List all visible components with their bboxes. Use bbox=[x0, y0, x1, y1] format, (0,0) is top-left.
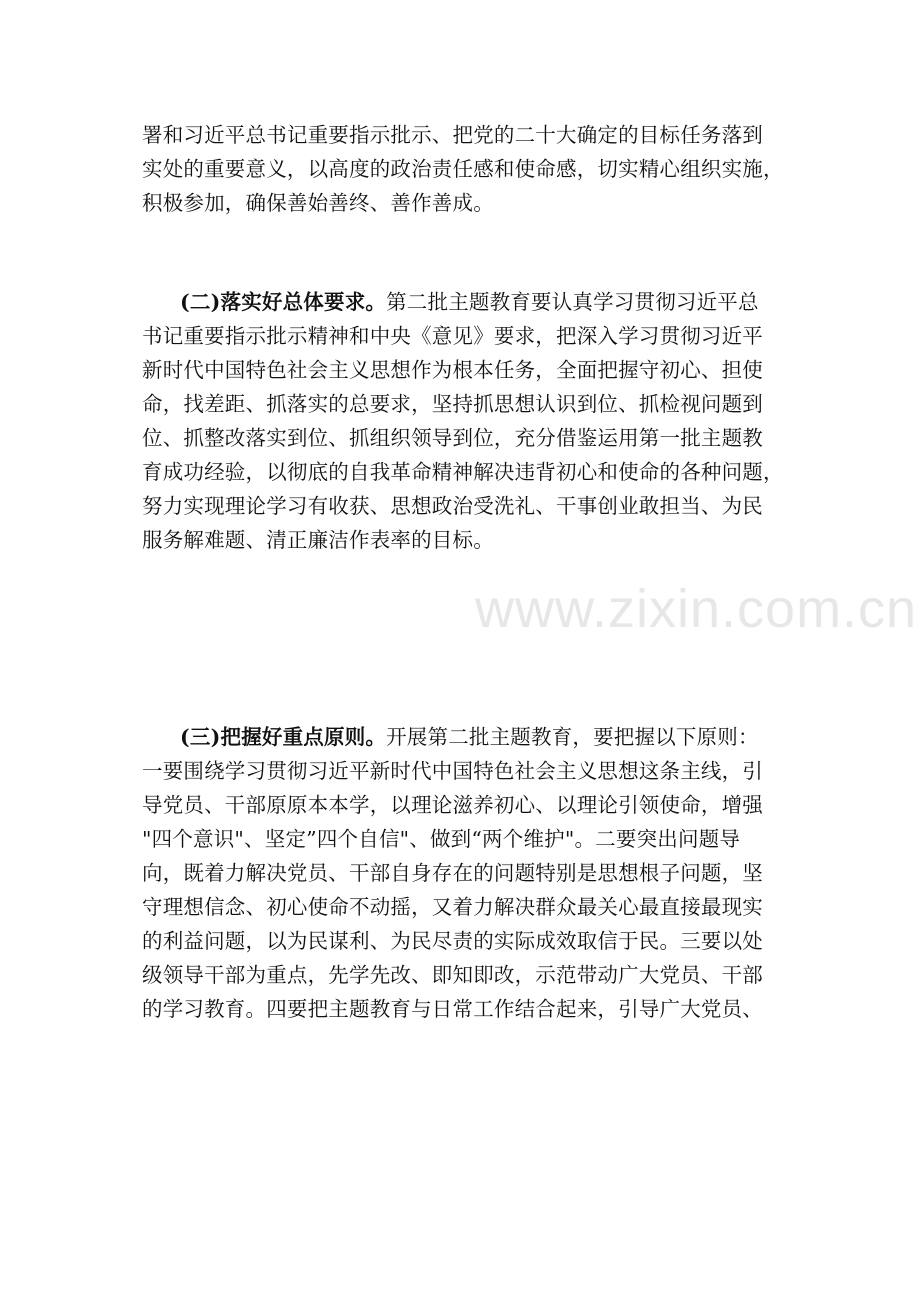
text-run: 开展第二批主题教育，要把握以下原则： bbox=[386, 725, 759, 749]
text-run: 第二批主题教育要认真学习贯彻习近平总 bbox=[386, 290, 759, 314]
text-line: 的利益问题，以为民谋利、为民尽责的实际成效取信于民。三要以处 bbox=[142, 929, 763, 953]
text-line: 位、抓整改落实到位、抓组织领导到位，充分借鉴运用第一批主题教 bbox=[142, 426, 763, 450]
text-line: 命，找差距、抓落实的总要求，坚持抓思想认识到位、抓检视问题到 bbox=[142, 392, 763, 416]
text-line: 级领导干部为重点，先学先改、即知即改，示范带动广大党员、干部 bbox=[142, 963, 763, 987]
text-line: 服务解难题、清正廉洁作表率的目标。 bbox=[142, 528, 494, 552]
text-line: 的学习教育。四要把主题教育与日常工作结合起来，引导广大党员、 bbox=[142, 997, 763, 1021]
paragraph-first-line bbox=[142, 720, 782, 754]
text-line: 育成功经验，以彻底的自我革命精神解决违背初心和使命的各种问题， bbox=[142, 460, 784, 484]
section-heading-2: (二)落实好总体要求。 bbox=[180, 290, 387, 314]
watermark: www.zixin.com.cn bbox=[475, 579, 918, 639]
paragraph-first-line bbox=[142, 285, 782, 319]
text-line: 导党员、干部原原本本学，以理论滋养初心、以理论引领使命，增强 bbox=[142, 793, 763, 817]
paragraph-1 bbox=[142, 118, 782, 220]
text-line: 书记重要指示批示精神和中央《意见》要求，把深入学习贯彻习近平 bbox=[142, 324, 763, 348]
text-line: 努力实现理论学习有收获、思想政治受洗礼、干事创业敢担当、为民 bbox=[142, 494, 763, 518]
text-line: 积极参加，确保善始善终、善作善成。 bbox=[142, 191, 494, 215]
text-line: 新时代中国特色社会主义思想作为根本任务，全面把握守初心、担使 bbox=[142, 358, 763, 382]
text-line: "四个意识"、坚定”四个自信"、做到“两个维护"。二要突出问题导 bbox=[142, 827, 741, 851]
paragraph-3 bbox=[142, 720, 782, 1026]
text-line: 实处的重要意义，以高度的政治责任感和使命感，切实精心组织实施， bbox=[142, 157, 784, 181]
text-line: 一要围绕学习贯彻习近平新时代中国特色社会主义思想这条主线，引 bbox=[142, 759, 763, 783]
text-line: 署和习近平总书记重要指示批示、把党的二十大确定的目标任务落到 bbox=[142, 123, 763, 147]
section-heading-3: (三)把握好重点原则。 bbox=[180, 725, 387, 749]
text-line: 守理想信念、初心使命不动摇，又着力解决群众最关心最直接最现实 bbox=[142, 895, 763, 919]
paragraph-2 bbox=[142, 285, 782, 557]
text-line: 向，既着力解决党员、干部自身存在的问题特别是思想根子问题，坚 bbox=[142, 861, 763, 885]
